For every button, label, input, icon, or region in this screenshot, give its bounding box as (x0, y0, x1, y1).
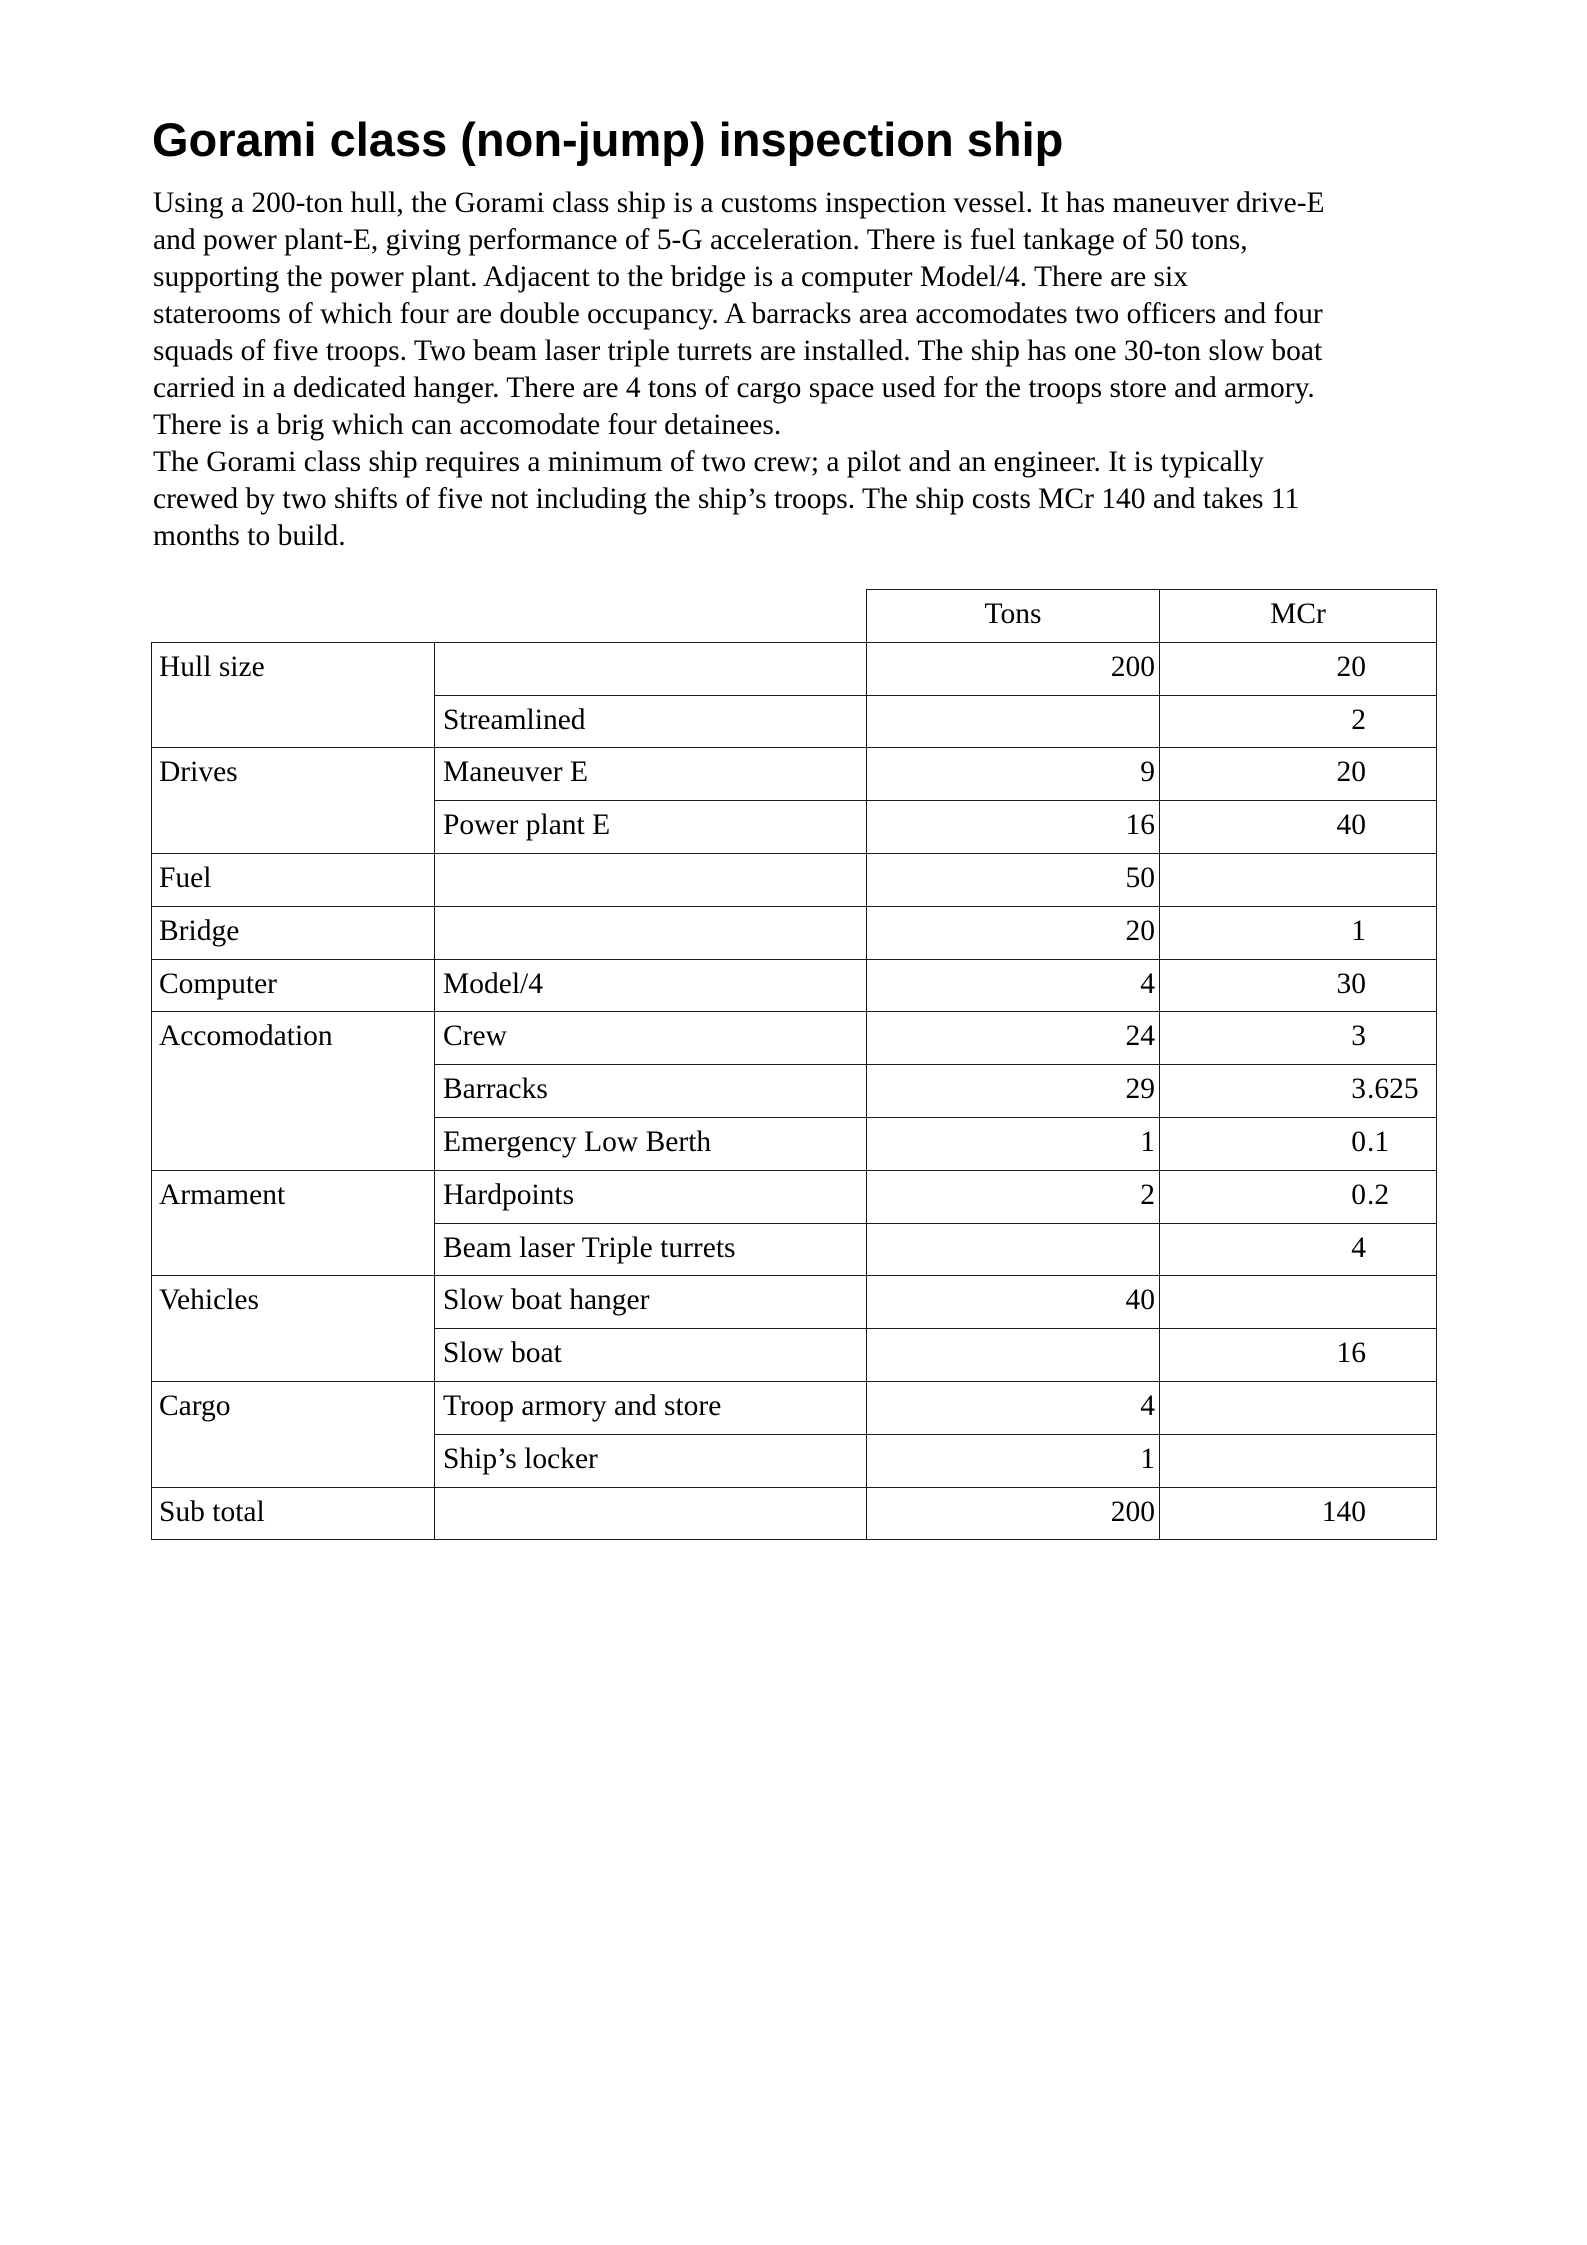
tons-cell: 4 (867, 959, 1160, 1012)
table-header-row (152, 590, 1437, 643)
table-row (152, 959, 1437, 1012)
mcr-integer-part: 1 (1351, 914, 1366, 947)
header-mcr: MCr (1160, 590, 1437, 643)
item-cell: Emergency Low Berth (435, 1117, 867, 1170)
table-row (152, 748, 1437, 801)
category-cell: Fuel (152, 853, 435, 906)
category-cell: Computer (152, 959, 435, 1012)
item-cell: Troop armory and store (435, 1381, 867, 1434)
page-title: Gorami class (non-jump) inspection ship (152, 113, 1064, 166)
item-cell: Power plant E (435, 801, 867, 854)
item-cell (435, 853, 867, 906)
header-empty-cell (435, 590, 867, 643)
tons-cell: 1 (867, 1117, 1160, 1170)
item-cell: Hardpoints (435, 1170, 867, 1223)
category-cell (152, 1329, 435, 1382)
paragraph-line: Using a 200-ton hull, the Gorami class ship is a customs inspection vessel. It has maneuver drive-E (153, 187, 1325, 219)
mcr-cell (1160, 1170, 1437, 1223)
mcr-cell (1160, 1381, 1437, 1434)
table-row (152, 853, 1437, 906)
mcr-integer-part: 20 (1336, 756, 1366, 789)
mcr-cell (1160, 1117, 1437, 1170)
tons-cell (867, 1223, 1160, 1276)
tons-cell: 16 (867, 801, 1160, 854)
category-cell: Bridge (152, 906, 435, 959)
paragraph-line: squads of five troops. Two beam laser triple turrets are installed. The ship has one 30-ton slow boat (153, 335, 1323, 367)
mcr-integer-part: 16 (1336, 1337, 1366, 1370)
item-cell: Slow boat (435, 1329, 867, 1382)
mcr-cell (1160, 1487, 1437, 1540)
paragraph-line: staterooms of which four are double occupancy. A barracks area accomodates two officers and four (153, 298, 1323, 330)
table-row (152, 642, 1437, 695)
table-row (152, 1170, 1437, 1223)
table-row (152, 1012, 1437, 1065)
tons-cell: 4 (867, 1381, 1160, 1434)
category-cell (152, 801, 435, 854)
table-row (152, 1434, 1437, 1487)
category-cell (152, 1223, 435, 1276)
tons-cell: 200 (867, 1487, 1160, 1540)
mcr-integer-part: 3 (1351, 1020, 1366, 1053)
description-paragraphs (153, 185, 1453, 555)
table-row (152, 695, 1437, 748)
paragraph-line: supporting the power plant. Adjacent to the bridge is a computer Model/4. There are six (153, 261, 1188, 293)
item-cell: Maneuver E (435, 748, 867, 801)
paragraph-line: and power plant-E, giving performance of 5-G acceleration. There is fuel tankage of 50 tons, (153, 224, 1248, 256)
mcr-cell (1160, 695, 1437, 748)
mcr-integer-part: 4 (1351, 1231, 1366, 1264)
mcr-integer-part: 40 (1336, 809, 1366, 842)
category-cell (152, 1065, 435, 1118)
mcr-cell (1160, 853, 1437, 906)
paragraph-line: The Gorami class ship requires a minimum of two crew; a pilot and an engineer. It is typically (153, 446, 1264, 478)
tons-cell (867, 695, 1160, 748)
ship-spec-table (151, 589, 1437, 1540)
tons-cell: 50 (867, 853, 1160, 906)
mcr-cell (1160, 1434, 1437, 1487)
mcr-fraction-part: .625 (1367, 1073, 1419, 1106)
item-cell: Barracks (435, 1065, 867, 1118)
paragraph-line: There is a brig which can accomodate four detainees. (153, 409, 782, 441)
category-cell: Armament (152, 1170, 435, 1223)
category-cell (152, 695, 435, 748)
tons-cell: 200 (867, 642, 1160, 695)
mcr-cell (1160, 801, 1437, 854)
table-row (152, 1276, 1437, 1329)
mcr-fraction-part: .2 (1367, 1178, 1390, 1211)
category-cell: Hull size (152, 642, 435, 695)
mcr-integer-part: 2 (1351, 703, 1366, 736)
item-cell (435, 1487, 867, 1540)
item-cell: Beam laser Triple turrets (435, 1223, 867, 1276)
mcr-cell (1160, 1329, 1437, 1382)
paragraph-line: months to build. (153, 520, 346, 552)
mcr-cell (1160, 642, 1437, 695)
item-cell (435, 906, 867, 959)
item-cell: Streamlined (435, 695, 867, 748)
tons-cell: 29 (867, 1065, 1160, 1118)
tons-cell (867, 1329, 1160, 1382)
mcr-integer-part: 140 (1321, 1495, 1366, 1528)
category-cell (152, 1434, 435, 1487)
mcr-cell (1160, 1276, 1437, 1329)
mcr-cell (1160, 1012, 1437, 1065)
table-row (152, 1065, 1437, 1118)
mcr-fraction-part: .1 (1367, 1125, 1390, 1158)
table-row (152, 801, 1437, 854)
category-cell: Sub total (152, 1487, 435, 1540)
paragraph-line: carried in a dedicated hanger. There are 4 tons of cargo space used for the troops store and armory. (153, 372, 1315, 404)
category-cell (152, 1117, 435, 1170)
mcr-integer-part: 30 (1336, 967, 1366, 1000)
mcr-cell (1160, 748, 1437, 801)
tons-cell: 40 (867, 1276, 1160, 1329)
mcr-cell (1160, 1223, 1437, 1276)
item-cell: Model/4 (435, 959, 867, 1012)
category-cell: Cargo (152, 1381, 435, 1434)
table-row (152, 1487, 1437, 1540)
mcr-integer-part: 0 (1351, 1178, 1366, 1211)
header-tons: Tons (867, 590, 1160, 643)
table-row (152, 1381, 1437, 1434)
table-row (152, 1117, 1437, 1170)
category-cell: Accomodation (152, 1012, 435, 1065)
mcr-integer-part: 20 (1336, 650, 1366, 683)
item-cell: Crew (435, 1012, 867, 1065)
tons-cell: 20 (867, 906, 1160, 959)
paragraph-line: crewed by two shifts of five not including the ship’s troops. The ship costs MCr 140 and takes 11 (153, 483, 1300, 515)
table-row (152, 1329, 1437, 1382)
mcr-cell (1160, 959, 1437, 1012)
table-row (152, 906, 1437, 959)
mcr-integer-part: 3 (1351, 1073, 1366, 1106)
category-cell: Vehicles (152, 1276, 435, 1329)
item-cell (435, 642, 867, 695)
table-row (152, 1223, 1437, 1276)
item-cell: Ship’s locker (435, 1434, 867, 1487)
tons-cell: 2 (867, 1170, 1160, 1223)
mcr-cell (1160, 906, 1437, 959)
header-empty-cell (152, 590, 435, 643)
tons-cell: 9 (867, 748, 1160, 801)
mcr-cell (1160, 1065, 1437, 1118)
tons-cell: 1 (867, 1434, 1160, 1487)
item-cell: Slow boat hanger (435, 1276, 867, 1329)
mcr-integer-part: 0 (1351, 1125, 1366, 1158)
tons-cell: 24 (867, 1012, 1160, 1065)
category-cell: Drives (152, 748, 435, 801)
